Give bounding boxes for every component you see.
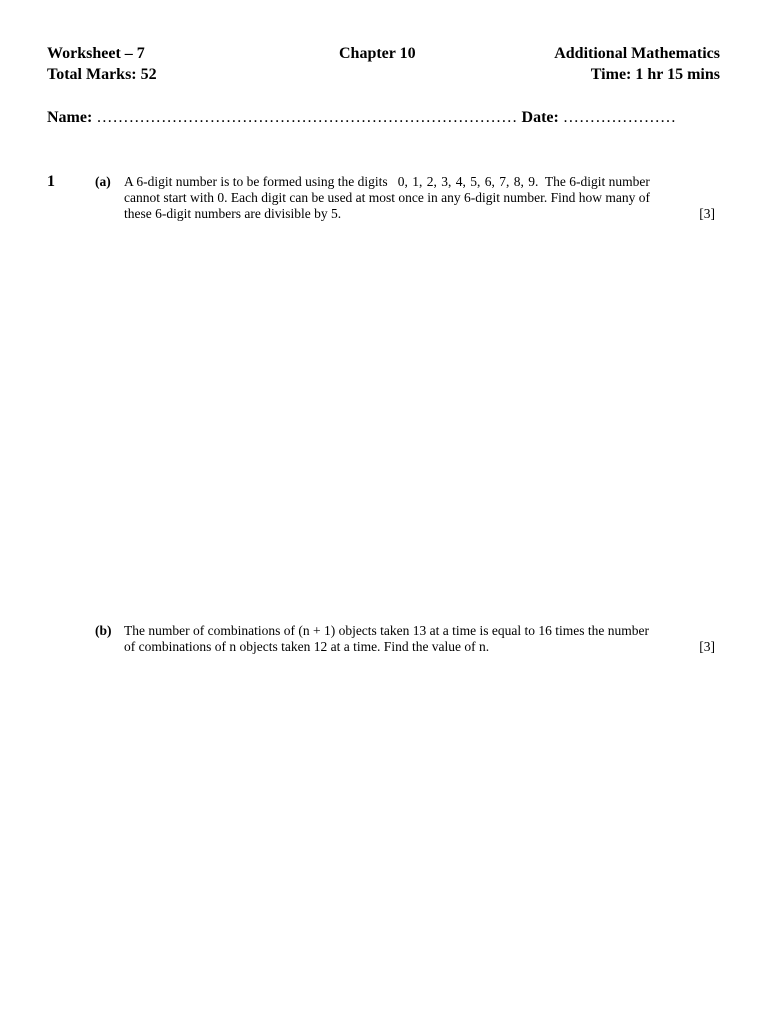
part-a-line-1-post: The 6-digit number [544,174,650,189]
name-label: Name: [47,109,93,126]
question-number: 1 [47,173,55,190]
part-a-line-2 [124,190,715,206]
time-allowed: Time: 1 hr 15 mins [590,66,720,83]
part-b-line-2 [124,639,715,655]
part-a-label: (a) [95,174,111,189]
part-a-line-1 [124,174,715,190]
part-a-text [124,174,715,222]
part-b-line-2-text: of combinations of n objects taken 12 at a time. Find the value of n. [124,639,490,654]
part-a-line-1-pre: A 6-digit number is to be formed using the digits [124,174,388,189]
part-a-marks: [3] [699,206,715,221]
chapter-title: Chapter 10 [339,45,416,62]
part-a-line-2-text: cannot start with 0. Each digit can be used at most once in any 6-digit number. Find how many of [124,190,651,205]
date-label: Date: [521,109,559,126]
part-b-text [124,623,715,655]
part-b-label: (b) [95,623,112,638]
worksheet-title: Worksheet – 7 [47,45,145,62]
part-a-line-3-text: these 6-digit numbers are divisible by 5. [124,206,342,221]
name-field[interactable]: …………………………………………………………………… [96,109,518,126]
part-a-digits: 0, 1, 2, 3, 4, 5, 6, 7, 8, 9. [397,174,539,189]
name-date-line [47,108,676,128]
part-b-marks: [3] [699,639,715,654]
part-b-line-1-text: The number of combinations of (n + 1) objects taken 13 at a time is equal to 16 times the number [124,623,649,638]
date-field[interactable]: ………………… [562,109,677,126]
question-part-a [95,174,715,222]
question-part-b [95,623,715,655]
total-marks: Total Marks: 52 [47,66,157,83]
subject-title: Additional Mathematics [554,45,720,62]
part-a-line-3 [124,206,715,222]
part-b-line-1 [124,623,715,639]
